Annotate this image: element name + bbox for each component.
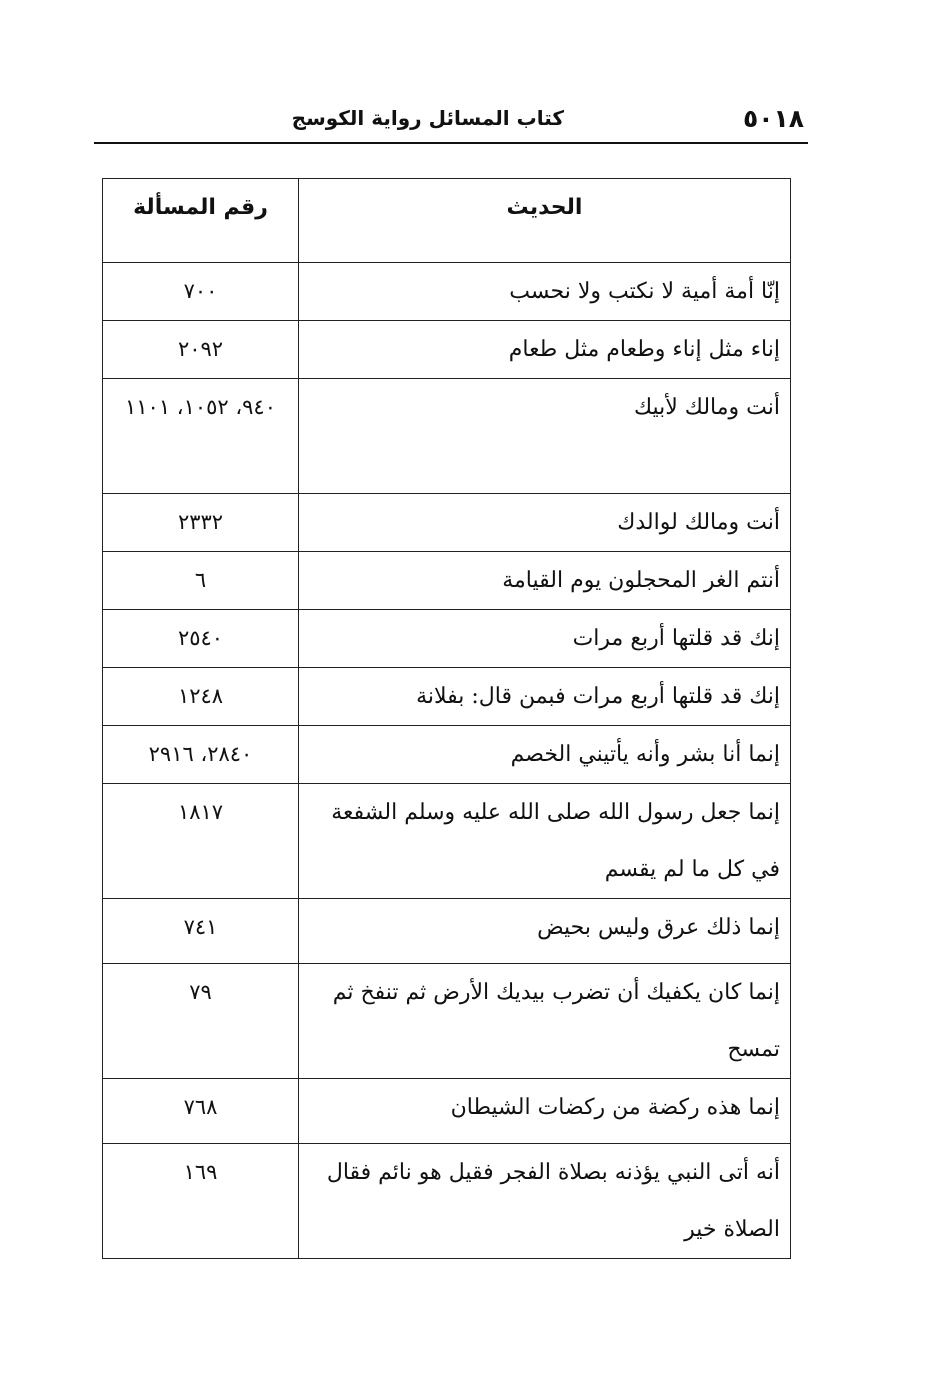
issue-number: ٧٤١ (103, 899, 299, 964)
issue-number: ٢٨٤٠، ٢٩١٦ (103, 726, 299, 784)
table-header-row (103, 179, 791, 263)
issue-number: ٢٣٣٢ (103, 494, 299, 552)
hadith-text: أنه أتى النبي يؤذنه بصلاة الفجر فقيل هو نائم فقال الصلاة خير (299, 1144, 791, 1259)
issue-number: ٧٠٠ (103, 263, 299, 321)
table-row (103, 321, 791, 379)
table-row (103, 668, 791, 726)
issue-number: ٩٤٠، ١٠٥٢، ١١٠١ (103, 379, 299, 494)
table-row (103, 552, 791, 610)
hadith-text: أنت ومالك لوالدك (299, 494, 791, 552)
issue-number: ١٦٩ (103, 1144, 299, 1259)
header-number: رقم المسألة (103, 179, 299, 263)
running-title: كتاب المسائل رواية الكوسج (291, 106, 564, 130)
hadith-text: إنك قد قلتها أربع مرات فبمن قال: بفلانة (299, 668, 791, 726)
issue-number: ١٢٤٨ (103, 668, 299, 726)
hadith-text: إنما جعل رسول الله صلى الله عليه وسلم الشفعة في كل ما لم يقسم (299, 784, 791, 899)
issue-number: ٢٠٩٢ (103, 321, 299, 379)
hadith-text: إنما هذه ركضة من ركضات الشيطان (299, 1079, 791, 1144)
issue-number: ٧٩ (103, 964, 299, 1079)
table-row (103, 1079, 791, 1144)
table-row (103, 494, 791, 552)
table-row (103, 784, 791, 899)
table-row (103, 899, 791, 964)
issue-number: ١٨١٧ (103, 784, 299, 899)
table-row (103, 263, 791, 321)
issue-number: ٢٥٤٠ (103, 610, 299, 668)
hadith-text: إنّا أمة أمية لا نكتب ولا نحسب (299, 263, 791, 321)
hadith-text: إناء مثل إناء وطعام مثل طعام (299, 321, 791, 379)
page-header (94, 98, 808, 144)
hadith-index-table (102, 178, 791, 1259)
table-row (103, 964, 791, 1079)
hadith-text: أنتم الغر المحجلون يوم القيامة (299, 552, 791, 610)
hadith-text: إنما كان يكفيك أن تضرب بيديك الأرض ثم تنفخ ثم تمسح (299, 964, 791, 1079)
hadith-text: أنت ومالك لأبيك (299, 379, 791, 494)
page-number: ٥٠١٨ (742, 104, 804, 133)
hadith-text: إنما أنا بشر وأنه يأتيني الخصم (299, 726, 791, 784)
table-row (103, 610, 791, 668)
table-row (103, 379, 791, 494)
issue-number: ٦ (103, 552, 299, 610)
table-row (103, 1144, 791, 1259)
hadith-text: إنما ذلك عرق وليس بحيض (299, 899, 791, 964)
table-row (103, 726, 791, 784)
issue-number: ٧٦٨ (103, 1079, 299, 1144)
header-hadith: الحديث (299, 179, 791, 263)
hadith-text: إنك قد قلتها أربع مرات (299, 610, 791, 668)
